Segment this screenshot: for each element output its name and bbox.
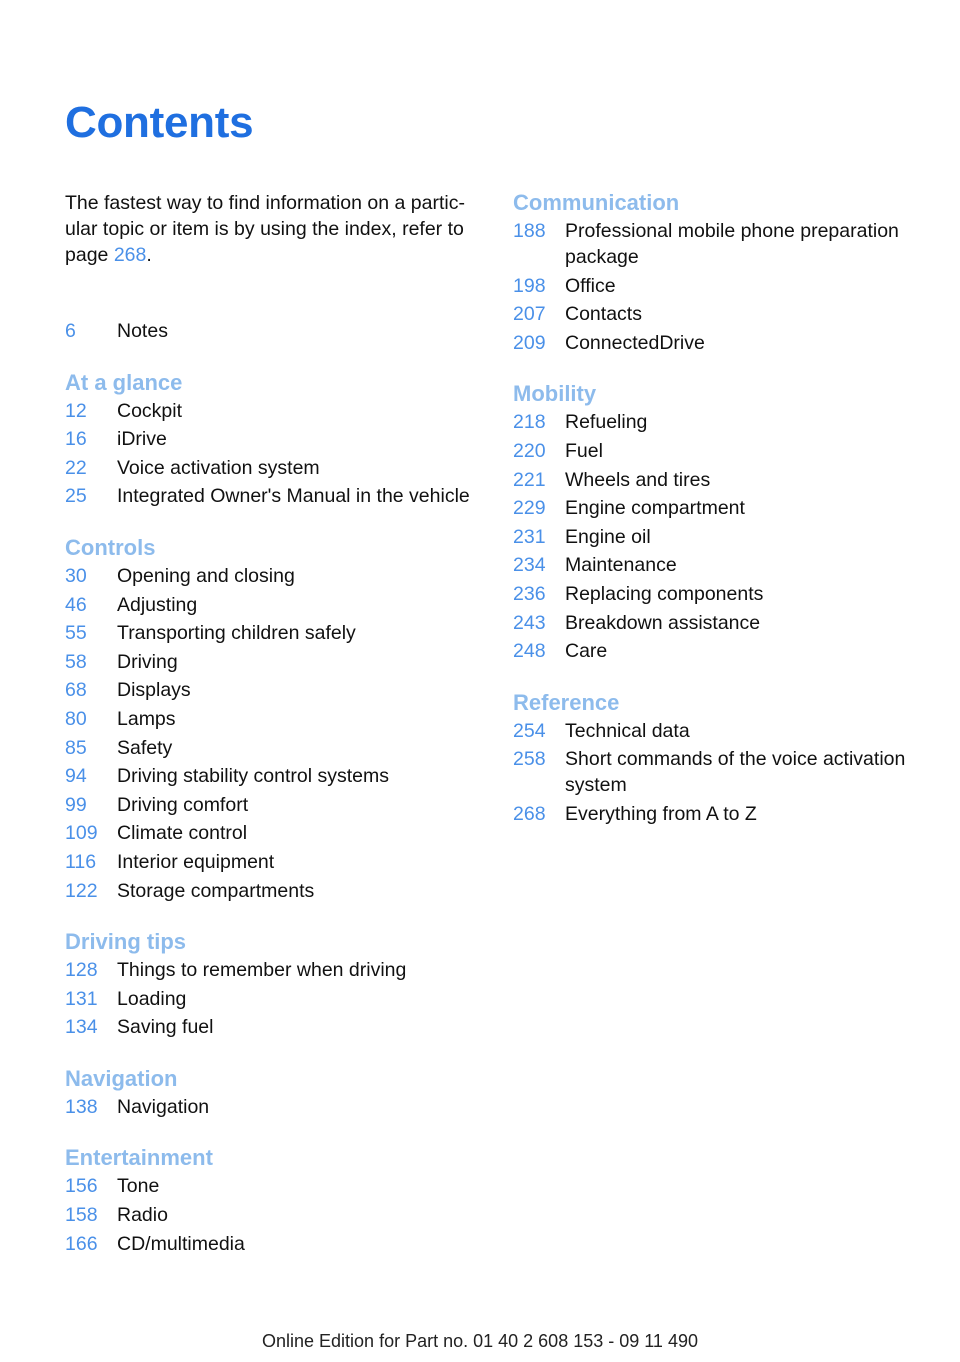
toc-entry-title: Cockpit	[117, 399, 183, 422]
toc-entry[interactable]	[513, 801, 933, 827]
section-heading: Entertainment	[65, 1145, 213, 1171]
toc-page-number[interactable]: 158	[65, 1204, 98, 1227]
toc-page-number[interactable]: 99	[65, 793, 87, 816]
toc-page-number[interactable]: 138	[65, 1095, 98, 1118]
toc-entry-title: Notes	[117, 320, 168, 342]
toc-entry-title: Everything from A to Z	[565, 802, 757, 825]
toc-entry-title: Short commands of the voice activation system	[565, 748, 906, 797]
toc-entry[interactable]	[65, 878, 485, 904]
section-spacer	[513, 667, 933, 688]
toc-entry-title: Interior equipment	[117, 850, 275, 873]
toc-page-number[interactable]: 231	[513, 525, 546, 548]
toc-entry[interactable]	[513, 610, 933, 636]
contents-section	[65, 1064, 485, 1120]
page-title: Contents	[65, 98, 254, 147]
toc-entry[interactable]	[65, 1014, 485, 1040]
toc-entry-title: iDrive	[117, 428, 167, 451]
toc-page-number[interactable]: 243	[513, 611, 546, 634]
toc-entry[interactable]	[513, 495, 933, 521]
contents-column-right	[513, 188, 933, 830]
toc-entry-title: Storage compartments	[117, 879, 315, 902]
toc-entry-title: Care	[565, 640, 608, 663]
section-spacer	[513, 358, 933, 379]
toc-entry[interactable]	[65, 763, 485, 789]
toc-entry[interactable]	[513, 552, 933, 578]
toc-entry-title: Opening and closing	[117, 564, 295, 587]
toc-entry[interactable]	[65, 620, 485, 646]
toc-page-number[interactable]: 254	[513, 719, 546, 742]
toc-entry[interactable]	[65, 455, 485, 481]
toc-entry-title: Fuel	[565, 439, 603, 462]
toc-entry-title: Maintenance	[565, 554, 677, 577]
section-spacer	[65, 347, 485, 368]
section-spacer	[65, 1043, 485, 1064]
intro-line-3: page	[65, 244, 114, 266]
toc-entry-title: CD/multimedia	[117, 1232, 245, 1255]
toc-page-number[interactable]: 58	[65, 650, 87, 673]
toc-entry[interactable]	[513, 718, 933, 744]
toc-entry[interactable]	[65, 1094, 485, 1120]
toc-page-number[interactable]: 156	[65, 1175, 98, 1198]
toc-entry[interactable]	[513, 301, 933, 327]
toc-entry[interactable]	[513, 746, 933, 798]
toc-entry[interactable]	[65, 792, 485, 818]
index-page-link[interactable]: 268	[113, 244, 147, 266]
toc-page-number[interactable]: 188	[513, 220, 546, 242]
toc-page-number[interactable]: 116	[65, 850, 97, 873]
toc-entry-title: Contacts	[565, 303, 642, 326]
toc-page-number[interactable]: 221	[513, 468, 546, 491]
toc-entry-title: Safety	[117, 736, 173, 759]
intro-line-1: The fastest way to find information on a partic-	[65, 192, 465, 214]
toc-entry[interactable]	[65, 318, 485, 344]
toc-entry-title: Transporting children safely	[117, 622, 356, 645]
toc-page-number[interactable]: 134	[65, 1016, 98, 1039]
toc-entry[interactable]	[65, 398, 485, 424]
toc-page-number[interactable]: 248	[513, 640, 546, 663]
toc-entry-title: Driving	[117, 650, 178, 673]
toc-entry[interactable]	[513, 524, 933, 550]
footer-edition: Online Edition for Part no. 01 40 2 608 153 - 09 11 490	[262, 1331, 698, 1351]
toc-page-number[interactable]: 122	[65, 879, 98, 902]
toc-entry-title: Integrated Owner's Manual in the vehicle	[117, 485, 470, 508]
contents-section	[65, 533, 485, 904]
contents-column-left	[65, 318, 485, 1259]
section-heading: Controls	[65, 534, 156, 560]
toc-page-number[interactable]: 30	[65, 564, 87, 587]
section-spacer	[65, 512, 485, 533]
toc-page-number[interactable]: 207	[513, 303, 546, 326]
toc-entry[interactable]	[513, 438, 933, 464]
toc-entry[interactable]	[65, 1173, 485, 1199]
toc-entry-title: Adjusting	[117, 593, 198, 616]
intro-paragraph	[65, 190, 485, 268]
contents-section	[513, 688, 933, 827]
section-heading: Navigation	[65, 1065, 178, 1091]
toc-entry[interactable]	[513, 581, 933, 607]
contents-section	[65, 318, 485, 344]
toc-entry[interactable]	[65, 986, 485, 1012]
toc-page-number[interactable]: 234	[513, 554, 546, 577]
section-heading: At a glance	[65, 369, 183, 395]
toc-entry[interactable]	[513, 467, 933, 493]
toc-entry-title: Climate control	[117, 822, 248, 845]
toc-page-number[interactable]: 209	[513, 331, 546, 354]
toc-page-number[interactable]: 268	[513, 802, 546, 825]
toc-entry-title: Breakdown assistance	[565, 611, 761, 634]
toc-page-number[interactable]: 80	[65, 707, 87, 730]
toc-page-number[interactable]: 131	[65, 987, 98, 1010]
toc-entry[interactable]	[513, 273, 933, 299]
toc-entry-title: Driving comfort	[117, 793, 249, 816]
toc-entry[interactable]	[513, 409, 933, 435]
contents-section	[65, 368, 485, 510]
toc-page-number[interactable]: 166	[65, 1232, 98, 1255]
toc-entry-title: Office	[565, 274, 616, 297]
toc-entry-title: Engine oil	[565, 525, 651, 548]
toc-entry-title: Replacing components	[565, 582, 764, 605]
toc-entry-title: Voice activation system	[117, 456, 320, 479]
toc-entry-title: Radio	[117, 1204, 168, 1227]
toc-page-number[interactable]: 6	[65, 320, 76, 342]
toc-entry-title: Displays	[117, 679, 191, 702]
toc-page-number[interactable]: 22	[65, 456, 87, 479]
toc-entry-title: Navigation	[117, 1095, 210, 1118]
toc-entry-title: Lamps	[117, 707, 176, 730]
section-heading: Reference	[513, 689, 620, 715]
toc-entry[interactable]	[65, 957, 485, 983]
toc-page-number[interactable]: 85	[65, 736, 87, 759]
toc-entry-title: Things to remember when driving	[117, 959, 407, 982]
toc-page-number[interactable]: 68	[65, 679, 87, 702]
toc-page-number[interactable]: 128	[65, 959, 98, 982]
toc-entry[interactable]	[513, 330, 933, 356]
toc-entry[interactable]	[65, 1231, 485, 1257]
toc-page-number[interactable]: 220	[513, 439, 546, 462]
toc-page-number[interactable]: 46	[65, 593, 87, 616]
toc-page-number[interactable]: 198	[513, 274, 546, 297]
toc-page-number[interactable]: 94	[65, 765, 87, 788]
toc-entry-title: Wheels and tires	[565, 468, 711, 491]
toc-page-number[interactable]: 16	[65, 428, 87, 451]
toc-entry-title: Loading	[117, 987, 187, 1010]
toc-entry[interactable]	[65, 649, 485, 675]
section-spacer	[65, 906, 485, 927]
toc-entry[interactable]	[65, 1202, 485, 1228]
toc-entry-title: Engine compartment	[565, 497, 745, 520]
toc-page-number[interactable]: 25	[65, 485, 87, 508]
toc-entry-title: Saving fuel	[117, 1016, 214, 1039]
toc-entry-title: Driving stability control systems	[117, 765, 389, 788]
contents-section	[65, 1143, 485, 1256]
toc-page-number[interactable]: 258	[513, 748, 546, 771]
toc-entry[interactable]	[513, 218, 933, 270]
toc-entry-title: Technical data	[565, 719, 690, 742]
toc-page-number[interactable]: 229	[513, 497, 546, 520]
section-spacer	[65, 1122, 485, 1143]
section-heading: Mobility	[513, 381, 597, 407]
toc-page-number[interactable]: 236	[513, 582, 546, 605]
section-heading: Driving tips	[65, 929, 187, 955]
section-heading: Communication	[513, 190, 680, 215]
toc-entry[interactable]	[65, 849, 485, 875]
intro-suffix: .	[146, 244, 152, 266]
toc-page-number[interactable]: 12	[65, 399, 87, 422]
toc-page-number[interactable]: 218	[513, 411, 546, 434]
toc-entry-title: Professional mobile phone preparation package	[565, 220, 899, 268]
toc-entry[interactable]	[65, 592, 485, 618]
contents-section	[65, 927, 485, 1040]
toc-entry[interactable]	[65, 706, 485, 732]
toc-entry[interactable]	[65, 677, 485, 703]
contents-section	[513, 379, 933, 664]
intro-line-2: ular topic or item is by using the index, refer to	[65, 218, 464, 240]
toc-entry-title: Tone	[117, 1175, 160, 1198]
toc-page-number[interactable]: 55	[65, 622, 87, 645]
toc-entry[interactable]	[65, 426, 485, 452]
toc-entry[interactable]	[65, 563, 485, 589]
toc-entry[interactable]	[65, 483, 485, 509]
toc-page-number[interactable]: 109	[65, 822, 98, 845]
toc-entry-title: ConnectedDrive	[565, 331, 705, 354]
toc-entry[interactable]	[513, 638, 933, 664]
contents-section	[513, 188, 933, 356]
toc-entry-title: Refueling	[565, 411, 648, 434]
toc-entry[interactable]	[65, 820, 485, 846]
toc-entry[interactable]	[65, 735, 485, 761]
